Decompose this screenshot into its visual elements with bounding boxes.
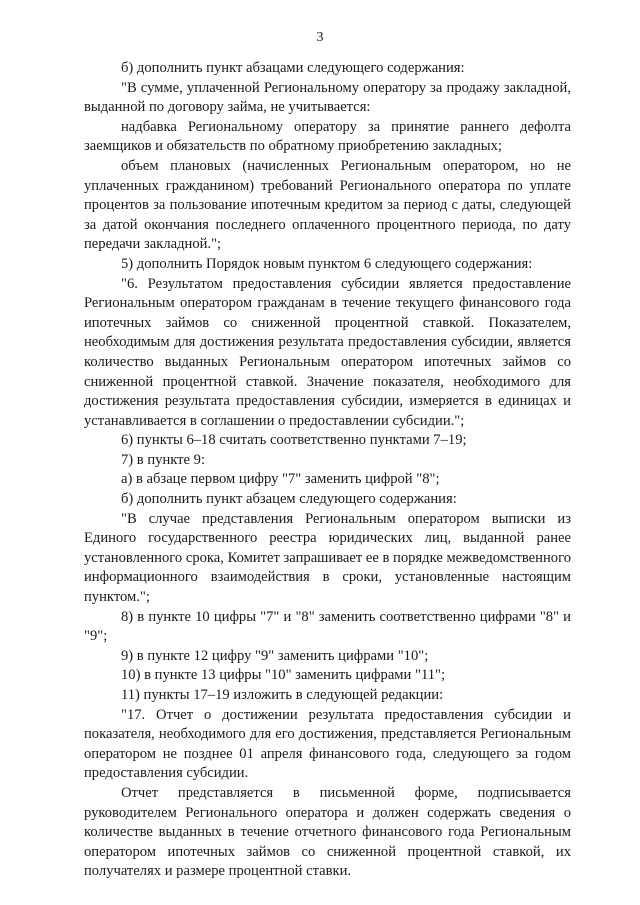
paragraph-item-7a: а) в абзаце первом цифру "7" заменить цифрой "8"; xyxy=(121,471,440,488)
paragraph-item-b-intro: б) дополнить пункт абзацами следующего содержания: xyxy=(121,60,465,76)
page-number: 3 xyxy=(316,30,324,45)
paragraph-item-7: 7) в пункте 9: xyxy=(121,451,206,468)
paragraph-report-form: Отчет представляется в письменной форме, подписывается руководителем Регионального оператора и должен содержать сведения о количестве выданных в течение отчетного финансового года Региональным оператором ипотечных займов со сниженной процентной ставкой, их получателях и размере процентной ставки. xyxy=(84,784,571,880)
paragraph-quote-sum-start: "В сумме, уплаченной Региональному оператору за продажу закладной, выданной по договору займа, не учитывается: xyxy=(84,79,571,116)
paragraph-planned-volume: объем плановых (начисленных Региональным оператором, но не уплаченных гражданином) требований Регионального оператора по уплате процентов за пользование ипотечным кредитом за период с даты, следующей за датой окончания последнего оплаченного процентного периода, по дату передачи закладной."; xyxy=(84,157,571,253)
paragraph-new-point-6: "6. Результатом предоставления субсидии является предоставление Региональным оператором гражданам в течение текущего финансового года ипотечных займов со сниженной процентной ставкой. Показателем, необходимым для достижения результата предоставления субсидии, является количество выданных Региональным оператором ипотечных займов со сниженной процентной ставкой. Значение показателя, необходимого для достижения результата предоставления субсидии, измеряется в единицах и устанавливается в соглашении о предоставлении субсидии."; xyxy=(84,275,571,429)
paragraph-item-11: 11) пункты 17–19 изложить в следующей редакции: xyxy=(121,687,444,703)
paragraph-item-7b: б) дополнить пункт абзацем следующего содержания: xyxy=(121,491,457,508)
paragraph-item-6: 6) пункты 6–18 считать соответственно пунктами 7–19; xyxy=(121,432,467,449)
paragraph-item-8: 8) в пункте 10 цифры "7" и "8" заменить соответственно цифрами "8" и "9"; xyxy=(84,608,571,645)
paragraph-point-17: "17. Отчет о достижении результата предоставления субсидии и показателя, необходимого для его достижения, представляется Региональным оператором не позднее 01 апреля финансового года, следующего за годом предоставления субсидии. xyxy=(84,706,571,782)
paragraph-item-5: 5) дополнить Порядок новым пунктом 6 следующего содержания: xyxy=(121,255,533,272)
paragraph-item-9: 9) в пункте 12 цифру "9" заменить цифрами "10"; xyxy=(121,647,429,664)
paragraph-surcharge: надбавка Региональному оператору за принятие раннего дефолта заемщиков и обязательств по обратному приобретению закладных; xyxy=(84,118,571,155)
document-body xyxy=(84,59,571,882)
paragraph-item-10: 10) в пункте 13 цифры "10" заменить цифрами "11"; xyxy=(121,667,446,684)
paragraph-egrul-extract: "В случае представления Региональным оператором выписки из Единого государственного реестра юридических лиц, выданной ранее установленного срока, Комитет запрашивает ее в порядке межведомственного информационного взаимодействия в сроки, установленные настоящим пунктом."; xyxy=(84,510,571,606)
